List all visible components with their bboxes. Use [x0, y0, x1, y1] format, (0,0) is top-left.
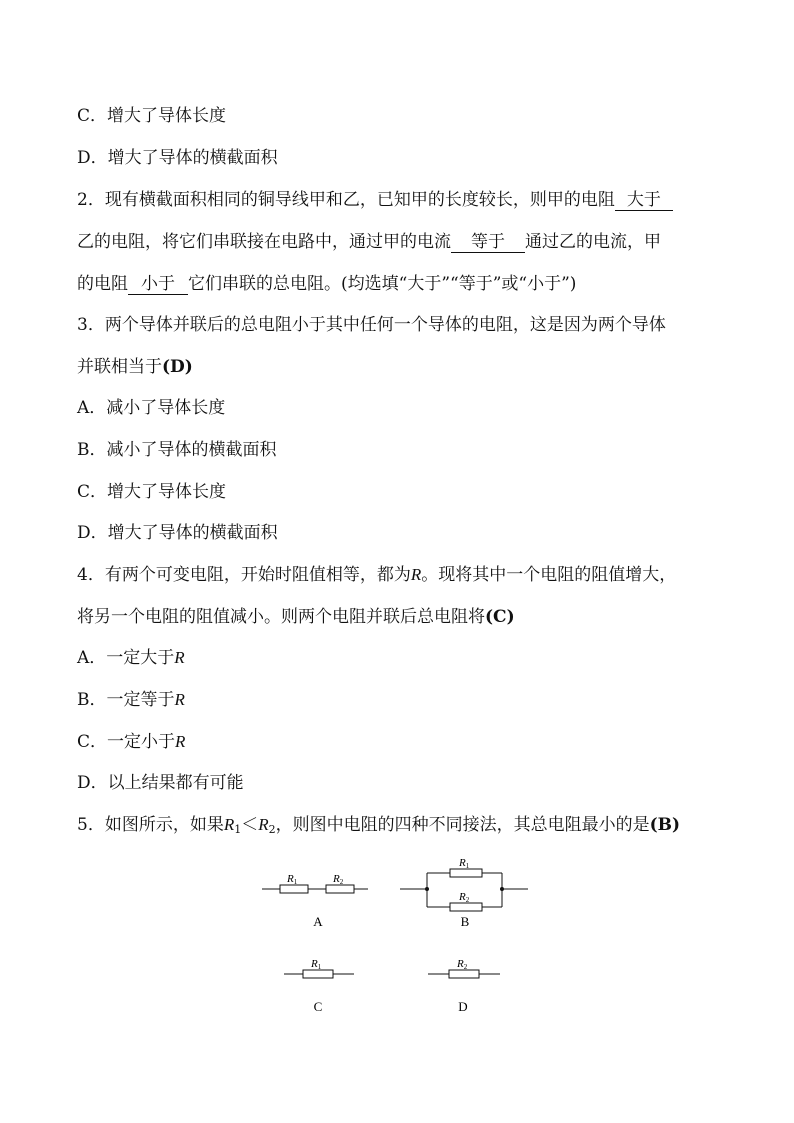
q5-sub2: 2 — [268, 823, 276, 836]
resistor-r2-a — [326, 885, 354, 893]
q3-option-c: C．增大了导体长度 — [77, 482, 227, 502]
q2-text-1: 2．现有横截面积相同的铜导线甲和乙，已知甲的长度较长，则甲的电阻 — [77, 190, 615, 210]
q4-option-c — [77, 731, 185, 753]
q4-option-a — [77, 647, 185, 669]
label-r2-d: R2 — [457, 958, 468, 971]
q5-text-b: ，则图中电阻的四种不同接法，其总电阻最小的是 — [275, 815, 650, 835]
q4-opt-a-var: R — [174, 648, 185, 667]
q5-answer: (B) — [649, 815, 681, 835]
circuit-a — [262, 885, 368, 893]
q3-text-2: 并联相当于 — [77, 357, 162, 377]
question-3-line-2 — [77, 356, 193, 378]
circuit-c — [284, 970, 354, 978]
question-4-line-2 — [77, 606, 515, 628]
option-d-q1: D．增大了导体的横截面积 — [77, 148, 278, 168]
caption-b: B — [460, 914, 470, 929]
label-r1-c: R1 — [311, 958, 322, 971]
junction-dot-right — [500, 887, 504, 891]
option-c-q1: C．增大了导体长度 — [77, 106, 227, 126]
resistor-r1-c — [303, 970, 333, 978]
resistor-r2-d — [449, 970, 479, 978]
question-2-line-1 — [77, 189, 673, 211]
q2-blank-3: 小于 — [128, 274, 188, 295]
caption-c: C — [313, 999, 323, 1014]
q4-opt-b-text: B．一定等于 — [77, 690, 175, 710]
q2-text-3a: 的电阻 — [77, 274, 128, 294]
label-r2-a: R2 — [333, 873, 344, 886]
question-5-line — [77, 814, 680, 841]
resistor-r1-b — [450, 869, 482, 877]
circuit-b — [400, 869, 528, 911]
q5-r1: R — [223, 815, 235, 834]
q4-var-r: R — [410, 565, 422, 584]
q4-opt-c-text: C．一定小于 — [77, 732, 176, 752]
q5-r2: R — [258, 815, 269, 834]
q4-answer: (C) — [485, 607, 515, 627]
junction-dot-left — [425, 887, 429, 891]
question-4-line-1 — [77, 564, 676, 586]
q3-answer: (D) — [162, 357, 193, 377]
circuit-d — [428, 970, 500, 978]
q5-text-a: 5．如图所示，如果 — [77, 815, 224, 835]
q3-option-d: D．增大了导体的横截面积 — [77, 523, 278, 543]
q4-opt-c-var: R — [175, 732, 186, 751]
q2-blank-2: 等于 — [451, 232, 525, 253]
label-r2-b: R2 — [459, 891, 470, 904]
q5-sub1: 1 — [234, 823, 242, 836]
question-3-line-1: 3．两个导体并联后的总电阻小于其中任何一个导体的电阻，这是因为两个导体 — [77, 315, 666, 335]
q5-lt: ＜ — [241, 815, 259, 835]
label-r1-a: R1 — [287, 873, 298, 886]
q2-blank-1: 大于 — [615, 190, 673, 211]
resistor-r2-b — [450, 903, 482, 911]
q2-text-2b: 通过乙的电流，甲 — [525, 232, 661, 252]
q2-text-3b: 它们串联的总电阻。(均选填“大于”“等于”或“小于”) — [188, 274, 577, 294]
label-r1-b: R1 — [459, 857, 470, 870]
resistor-r1-a — [280, 885, 308, 893]
question-2-line-3 — [77, 273, 576, 295]
caption-d: D — [458, 999, 468, 1014]
q3-option-a: A．减小了导体长度 — [77, 398, 226, 418]
q2-text-2a: 乙的电阻，将它们串联接在电路中，通过甲的电流 — [77, 232, 451, 252]
q4-opt-b-var: R — [174, 690, 185, 709]
q4-option-b — [77, 689, 185, 711]
q4-text-1a: 4．有两个可变电阻，开始时阻值相等，都为 — [77, 565, 411, 585]
q4-opt-a-text: A．一定大于 — [77, 648, 175, 668]
caption-a: A — [313, 914, 323, 929]
q4-text-1b: 。现将其中一个电阻的阻值增大， — [421, 565, 677, 585]
q4-option-d: D．以上结果都有可能 — [77, 773, 244, 793]
question-2-line-2 — [77, 231, 661, 253]
q4-text-2: 将另一个电阻的阻值减小。则两个电阻并联后总电阻将 — [77, 607, 485, 627]
q3-option-b: B．减小了导体的横截面积 — [77, 440, 277, 460]
